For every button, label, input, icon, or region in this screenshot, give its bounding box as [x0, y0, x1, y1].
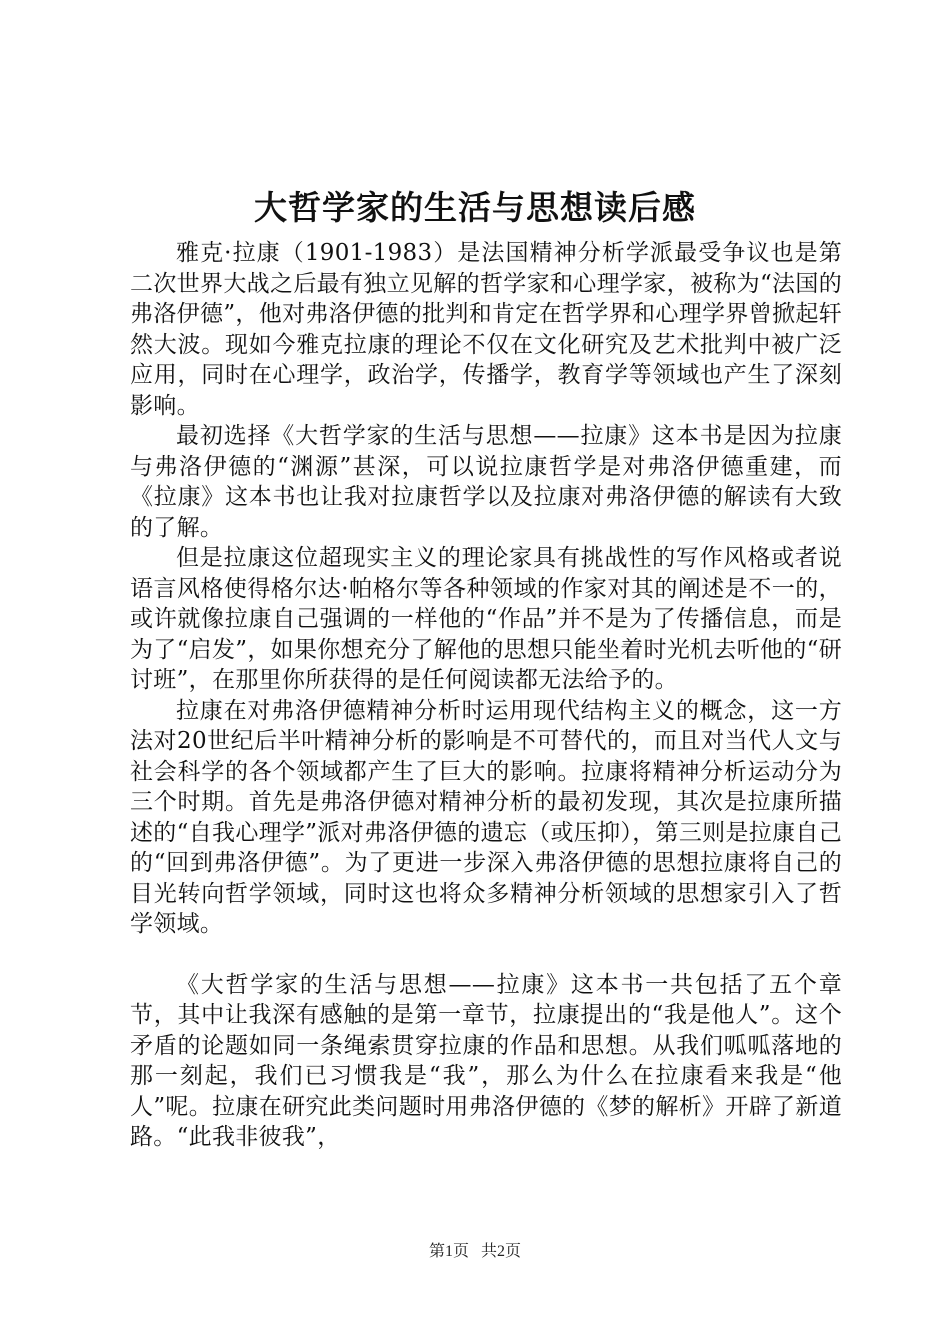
- document-title: 大哲学家的生活与思想读后感: [254, 188, 696, 227]
- page-footer: [0, 1241, 950, 1263]
- page-total: 共2页: [481, 1243, 522, 1260]
- paragraph-1: 雅克·拉康（1901-1983）是法国精神分析学派最受争议也是第二次世界大战之后最有独立见解的哲学家和心理学家，被称为“法国的弗洛伊德”，他对弗洛伊德的批判和肯定在哲学界和心理学界曾掀起轩然大波。现如今雅克拉康的理论不仅在文化研究及艺术批判中被广泛应用，同时在心理学，政治学，传播学，教育学等领域也产生了深刻影响。: [130, 240, 842, 419]
- paragraph-5: 《大哲学家的生活与思想——拉康》这本书一共包括了五个章节，其中让我深有感触的是第一章节，拉康提出的“我是他人”。这个矛盾的论题如同一条绳索贯穿拉康的作品和思想。从我们呱呱落地的那一刻起，我们已习惯我是“我”，那么为什么在拉康看来我是“他人”呢。拉康在研究此类问题时用弗洛伊德的《梦的解析》开辟了新道路。“此我非彼我”，: [130, 971, 842, 1150]
- paragraph-4: 拉康在对弗洛伊德精神分析时运用现代结构主义的概念，这一方法对20世纪后半叶精神分析的影响是不可替代的，而且对当代人文与社会科学的各个领域都产生了巨大的影响。拉康将精神分析运动分为三个时期。首先是弗洛伊德对精神分析的最初发现，其次是拉康所描述的“自我心理学”派对弗洛伊德的遗忘（或压抑），第三则是拉康自己的“回到弗洛伊德”。为了更进一步深入弗洛伊德的思想拉康将自己的目光转向哲学领域，同时这也将众多精神分析领域的思想家引入了哲学领域。: [130, 697, 842, 937]
- document-body: [130, 238, 842, 1153]
- paragraph-3: 但是拉康这位超现实主义的理论家具有挑战性的写作风格或者说语言风格使得格尔达·帕格尔等各种领域的作家对其的阐述是不一的，或许就像拉康自己强调的一样他的“作品”并不是为了传播信息，而是为了“启发”，如果你想充分了解他的思想只能坐着时光机去听他的“研讨班”，在那里你所获得的是任何阅读都无法给予的。: [130, 545, 842, 693]
- paragraph-2: 最初选择《大哲学家的生活与思想——拉康》这本书是因为拉康与弗洛伊德的“渊源”甚深，可以说拉康哲学是对弗洛伊德重建，而《拉康》这本书也让我对拉康哲学以及拉康对弗洛伊德的解读有大致的了解。: [130, 423, 842, 541]
- page-number: 第1页: [428, 1243, 469, 1260]
